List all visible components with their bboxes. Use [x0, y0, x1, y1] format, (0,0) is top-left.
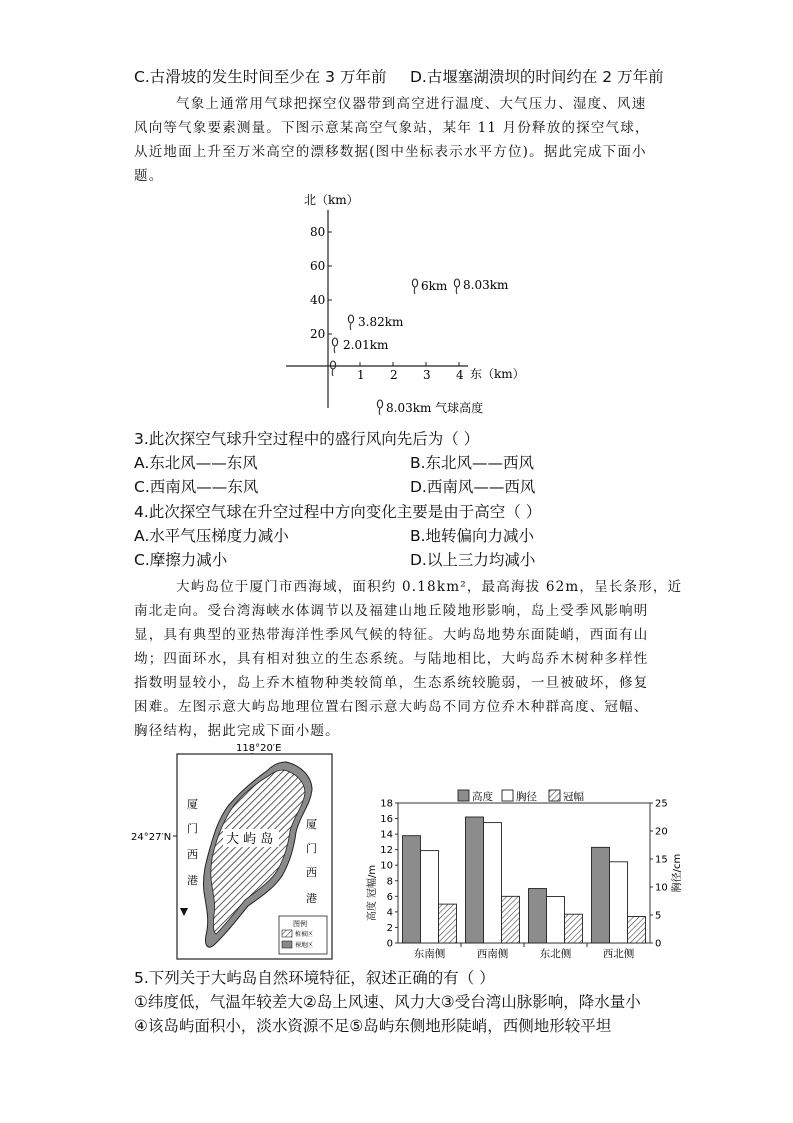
left-tick-label: 6 [386, 891, 393, 903]
balloon-label-8km: 8.03km [463, 278, 509, 292]
right-tick-label: 20 [655, 826, 668, 838]
balloon-point-8km [454, 278, 509, 294]
passage1-line-4: 题。 [134, 168, 164, 184]
legend-vegetation-label: 植被区 [295, 931, 314, 938]
right-axis-title: 胸径/cm [672, 853, 683, 893]
passage2-line-4: 坳；四面环水，具有相对独立的生态系统。与陆地相比，大屿岛乔木树种多样性 [134, 651, 649, 667]
bar-高度-西北侧 [592, 847, 610, 943]
q3-stem: 3.此次探空气球升空过程中的盛行风向先后为（ ） [134, 430, 480, 448]
passage2-line-6: 困难。左图示意大屿岛地理位置右图示意大屿岛不同方位乔木种群高度、冠幅、 [134, 699, 649, 715]
left-tick-label: 12 [380, 845, 393, 857]
y-tick-80: 80 [310, 225, 326, 239]
left-tick-label: 10 [380, 860, 393, 872]
y-tick-20: 20 [310, 327, 326, 341]
left-tick-label: 2 [386, 922, 393, 934]
fig1-legend-label: 8.03km 气球高度 [386, 401, 484, 415]
x-tick-4: 4 [456, 368, 464, 382]
passage1-line-1: 气象上通常用气球把探空仪器带到高空进行温度、大气压力、湿度、风速 [176, 96, 647, 112]
island-map [130, 740, 340, 966]
right-tick-label: 0 [655, 938, 662, 950]
legend-swatch-冠幅 [549, 790, 560, 801]
chart-legend [458, 790, 584, 803]
tree-structure-chart [360, 782, 683, 964]
map-legend-title: 图例 [293, 920, 307, 928]
west-harbor-char-1: 厦 [187, 798, 198, 811]
chart-bars [403, 817, 646, 943]
latitude-label: 24°27′N [131, 832, 172, 843]
left-axis-title: 高度 冠幅/m [367, 864, 378, 922]
option-d-prev: D.古堰塞湖溃坝的时间约在 2 万年前 [410, 68, 664, 86]
bar-高度-东南侧 [403, 836, 421, 943]
balloon-point-2km [332, 338, 389, 353]
right-tick-label: 25 [655, 798, 668, 810]
map-legend [279, 916, 327, 954]
east-harbor-char-3: 西 [306, 866, 317, 879]
east-harbor-char-2: 门 [306, 842, 317, 855]
longitude-label: 118°20′E [236, 743, 282, 754]
x-tick-3: 3 [423, 368, 431, 382]
bar-胸径-东北侧 [547, 897, 565, 943]
passage2-line-5: 指数明显较小，岛上乔木植物种类较简单，生态系统较脆弱，一旦被破坏，修复 [134, 675, 649, 691]
west-harbor-char-4: 港 [187, 874, 198, 887]
y-tick-40: 40 [310, 293, 326, 307]
bar-胸径-西北侧 [610, 862, 628, 943]
passage1-line-3: 从近地面上升至万米高空的漂移数据(图中坐标表示水平方位)。据此完成下面小 [134, 144, 647, 160]
q3-option-a[interactable]: A.东北风——东风 [134, 454, 258, 472]
passage2-line-3: 显，具有典型的亚热带海洋性季风气候的特征。大屿岛地势东面陡峭，西面有山 [134, 627, 649, 643]
x-tick-1: 1 [357, 368, 365, 382]
origin-balloon [330, 361, 335, 376]
balloon-point-6km [412, 279, 448, 294]
bar-胸径-东南侧 [421, 851, 439, 943]
passage2-line-2: 南北走向。受台湾海峡水体调节以及福建山地丘陵地形影响，岛上受季风影响明 [134, 603, 649, 619]
legend-label-高度: 高度 [472, 791, 493, 803]
legend-swatch-高度 [458, 790, 469, 801]
category-label: 东南侧 [413, 948, 446, 960]
left-tick-label: 8 [386, 876, 393, 888]
bar-胸径-西南侧 [484, 823, 502, 943]
q3-option-b[interactable]: B.东北风——西风 [410, 454, 535, 472]
q4-option-c[interactable]: C.摩擦力减小 [134, 551, 228, 569]
island-name: 大 屿 岛 [226, 832, 274, 847]
passage1-line-2: 风向等气象要素测量。下图示意某高空气象站，某年 11 月份释放的探空气球， [134, 120, 650, 136]
q5-stem: 5.下列关于大屿岛自然环境特征，叙述正确的有（ ） [134, 969, 495, 987]
bar-高度-东北侧 [529, 889, 547, 943]
q5-line-2: ④该岛屿面积小，淡水资源不足⑤岛屿东侧地形陡峭，西侧地形较平坦 [134, 1017, 612, 1035]
right-tick-label: 15 [655, 854, 668, 866]
legend-bare-label: 裸地区 [295, 942, 314, 949]
x-axis-label: 东（km） [470, 367, 525, 381]
balloon-label-6km: 6km [421, 279, 448, 293]
balloon-drift-figure [280, 186, 540, 422]
legend-bare-swatch [282, 941, 292, 948]
right-tick-label: 10 [655, 882, 668, 894]
left-tick-label: 18 [380, 798, 393, 810]
q3-option-d[interactable]: D.西南风——西风 [410, 478, 536, 496]
left-tick-label: 14 [380, 829, 393, 841]
x-ticks [357, 362, 464, 382]
legend-label-胸径: 胸径 [516, 791, 537, 803]
q4-option-b[interactable]: B.地转偏向力减小 [410, 527, 535, 545]
y-axis-label: 北（km） [304, 193, 359, 207]
east-harbor-char-4: 港 [306, 892, 317, 905]
q4-option-d[interactable]: D.以上三力均减小 [410, 551, 536, 569]
bar-冠幅-东北侧 [565, 914, 583, 943]
category-label: 东北侧 [539, 948, 572, 960]
option-c-prev: C.古滑坡的发生时间至少在 3 万年前 [134, 68, 387, 86]
legend-label-冠幅: 冠幅 [563, 791, 584, 803]
legend-vegetation-swatch [282, 930, 292, 937]
q4-stem: 4.此次探空气球在升空过程中方向变化主要是由于高空（ ） [134, 503, 542, 521]
q5-line-1: ①纬度低，气温年较差大②岛上风速、风力大③受台湾山脉影响，降水量小 [134, 993, 641, 1011]
fig1-legend [377, 400, 483, 415]
y-tick-60: 60 [310, 259, 326, 273]
legend-swatch-胸径 [502, 790, 513, 801]
balloon-point-3-82km [348, 315, 404, 330]
bar-冠幅-西北侧 [628, 917, 646, 943]
left-tick-label: 4 [386, 907, 393, 919]
passage2-line-1: 大屿岛位于厦门市西海域，面积约 0.18km²，最高海拔 62m，呈长条形，近 [176, 579, 683, 595]
left-tick-label: 0 [386, 938, 393, 950]
passage2-line-7: 胸径结构，据此完成下面小题。 [134, 723, 340, 739]
west-harbor-char-3: 西 [187, 848, 198, 861]
bar-高度-西南侧 [466, 817, 484, 943]
category-label: 西北侧 [602, 948, 635, 960]
balloon-label-2km: 2.01km [343, 338, 389, 352]
right-tick-label: 5 [655, 910, 662, 922]
bar-冠幅-东南侧 [439, 904, 457, 943]
q3-option-c[interactable]: C.西南风——东风 [134, 478, 259, 496]
y-ticks [310, 225, 332, 341]
east-harbor-char-1: 厦 [306, 818, 317, 831]
balloon-label-3-82km: 3.82km [358, 315, 404, 329]
category-label: 西南侧 [476, 948, 509, 960]
bar-冠幅-西南侧 [502, 896, 520, 943]
q4-option-a[interactable]: A.水平气压梯度力减小 [134, 527, 289, 545]
left-tick-label: 16 [380, 814, 393, 826]
west-harbor-char-2: 门 [187, 822, 198, 835]
x-tick-2: 2 [390, 368, 398, 382]
